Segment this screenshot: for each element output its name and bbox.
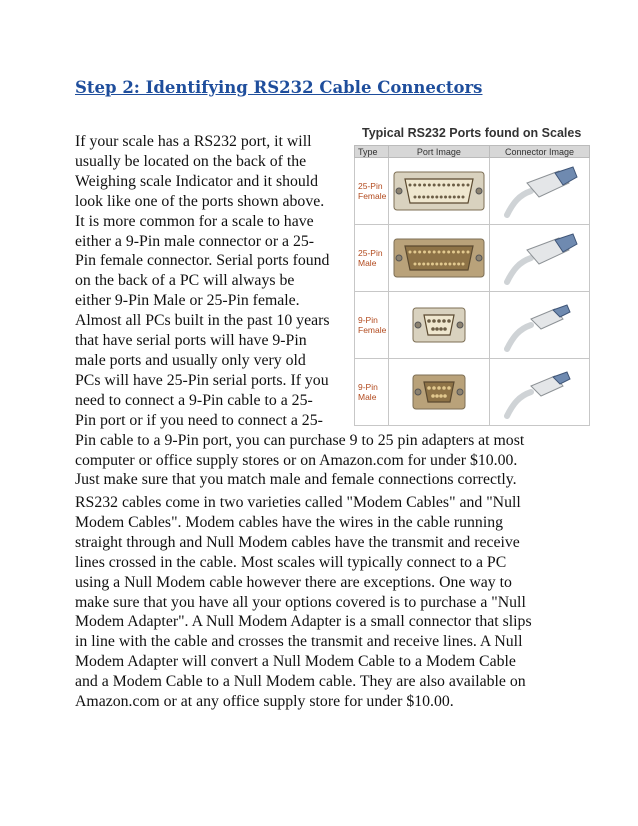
text-line: usually be located on the back of the	[75, 152, 307, 170]
db25-female-port-photo	[393, 171, 485, 211]
text-line: male ports and usually only very old	[75, 351, 306, 369]
page-heading: Step 2: Identifying RS232 Cable Connectors	[75, 78, 483, 97]
text-line: PCs will have 25-Pin serial ports. If you	[75, 371, 329, 389]
text-line: Modem Cables". Modem cables have the wires in the cable running	[75, 513, 504, 531]
ports-table-row	[355, 359, 590, 426]
text-line: Pin female connector. Serial ports found	[75, 252, 330, 270]
text-line: Weighing scale Indicator and it should	[75, 172, 319, 190]
text-line: Modem Adapter will convert a Null Modem Cable to a Modem Cable	[75, 653, 516, 671]
text-line: It is more common for a scale to have	[75, 212, 314, 230]
ports-table-row	[355, 158, 590, 225]
port-type-pins: 9-Pin	[358, 382, 378, 392]
connector-image-cell	[489, 225, 589, 292]
port-image-cell	[388, 225, 489, 292]
header-port-image: Port Image	[388, 146, 489, 158]
text-line: computer or office supply stores or on Amazon.com for under $10.00.	[75, 451, 518, 469]
db25-cable-connector-photo	[499, 163, 579, 219]
text-line: lines crossed in the cable. Most scales will typically connect to a PC	[75, 553, 507, 571]
ports-table-row	[355, 292, 590, 359]
text-line: Modem Adapter". A Null Modem Adapter is a small connector that slips	[75, 613, 532, 631]
ports-table-row	[355, 225, 590, 292]
connector-image-cell	[489, 359, 589, 426]
figure-title: Typical RS232 Ports found on Scales	[362, 126, 582, 140]
text-line: using a Null Modem cable however there are exceptions. One way to	[75, 573, 512, 591]
text-line: RS232 cables come in two varieties called "Modem Cables" and "Null	[75, 494, 521, 511]
text-line: look like one of the ports shown above.	[75, 192, 325, 210]
text-line: on the back of a PC will always be	[75, 272, 295, 290]
text-line: need to connect a 9-Pin cable to a 25-	[75, 391, 313, 409]
ports-table	[354, 145, 590, 426]
port-image-cell	[388, 292, 489, 359]
text-line: make sure that you have all your options covered is to purchase a "Null	[75, 593, 526, 611]
db25-male-port-photo	[393, 238, 485, 278]
header-connector-image: Connector Image	[489, 146, 589, 158]
text-line: Amazon.com or at any office supply store for under $10.00.	[75, 693, 454, 711]
port-type-cell	[355, 292, 389, 359]
db9-female-port-photo	[412, 307, 466, 343]
connector-image-cell	[489, 292, 589, 359]
port-type-gender: Female	[358, 191, 387, 201]
port-type-gender: Male	[358, 392, 377, 402]
port-type-pins: 9-Pin	[358, 315, 378, 325]
db9-cable-connector-photo	[499, 297, 579, 353]
port-type-cell	[355, 359, 389, 426]
text-line: Just make sure that you match male and female connections correctly.	[75, 471, 517, 489]
paragraph-cable-varieties	[75, 493, 585, 712]
port-image-cell	[388, 158, 489, 225]
port-type-pins: 25-Pin	[358, 181, 383, 191]
text-line: either a 9-Pin male connector or a 25-	[75, 232, 315, 250]
text-line: Pin port or if you need to connect a 25-	[75, 411, 323, 429]
text-line: Almost all PCs built in the past 10 years	[75, 312, 330, 330]
rs232-ports-figure	[354, 126, 590, 416]
text-line: straight through and Null Modem cables have the transmit and receive	[75, 533, 520, 551]
db9-male-port-photo	[412, 374, 466, 410]
text-line: and a Modem Cable to a Null Modem cable. They are also available on	[75, 673, 526, 691]
text-line: If your scale has a RS232 port, it will	[75, 133, 312, 150]
db9-cable-connector-photo	[499, 364, 579, 420]
connector-image-cell	[489, 158, 589, 225]
port-type-cell	[355, 225, 389, 292]
text-line: either 9-Pin Male or 25-Pin female.	[75, 292, 300, 310]
text-line: Pin cable to a 9-Pin port, you can purchase 9 to 25 pin adapters at most	[75, 431, 525, 449]
port-type-cell	[355, 158, 389, 225]
db25-cable-connector-photo	[499, 230, 579, 286]
ports-table-header	[355, 146, 590, 158]
text-line: that have serial ports will have 9-Pin	[75, 332, 307, 350]
port-type-gender: Female	[358, 325, 387, 335]
port-type-pins: 25-Pin	[358, 248, 383, 258]
port-image-cell	[388, 359, 489, 426]
text-line: in line with the cable and crosses the transmit and receive lines. A Null	[75, 633, 523, 651]
port-type-gender: Male	[358, 258, 377, 268]
header-type: Type	[355, 146, 389, 158]
